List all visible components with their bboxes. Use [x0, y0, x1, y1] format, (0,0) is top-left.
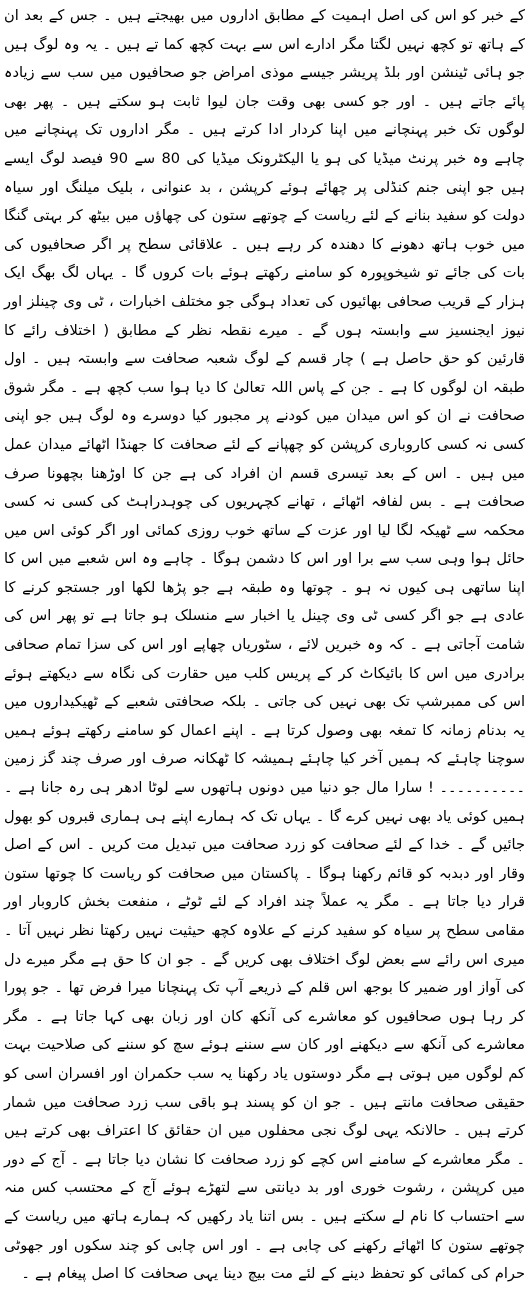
article-body-text: کے خبر کو اس کی اصل اہمیت کے مطابق اداروں میں بھیجتے ہیں ۔ جس کے بعد ان کے ہاتھ تو کچھ نہیں لگتا مگر ادارے اس سے بہت کچھ کما تے ہیں ۔ یہ وہ لوگ ہیں جو ہائی ٹینشن اور بلڈ پریشر جیسے موذی امراض جو صحافیوں میں سب سے زیادہ پائے جاتے ہیں ۔ اور جو کسی بھی وقت جان لیوا ثابت ہو سکتے ہیں ۔ پھر بھی لوگوں تک خبر پہنچانے میں اپنا کردار ادا کرتے ہیں ۔ مگر اداروں تک پہنچانے میں چاہے وہ خبر پرنٹ میڈیا کی ہو یا الیکٹرونک میڈیا کی 80 سے 90 فیصد لوگ ایسے ہیں جو اپنی جنم کنڈلی پر چھائے ہوئے کرپشن ، بد عنوانی ، بلیک میلنگ اور سیاہ دولت کو سفید بنانے کے لئے ریاست کے چوتھے ستون کی چھاؤں میں بیٹھ کر بہتی گنگا میں خوب ہاتھ دھونے کا دھندہ کر رہے ہیں ۔ علاقائی سطح پر اگر صحافیوں کی بات کی جائے تو شیخوپورہ کو سامنے رکھتے ہوئے بات کروں گا ۔ یہاں لگ بھگ ایک ہزار کے قریب صحافی بھائیوں کی تعداد ہوگی جو مختلف اخبارات ، ٹی وی چینلز اور نیوز ایجنسیز سے وابستہ ہوں گے ۔ میرے نقطہ نظر کے مطابق ( اختلاف رائے کا قارئین کو حق حاصل ہے ) چار قسم کے لوگ شعبہ صحافت سے وابستہ ہیں ۔ اول طبقہ ان لوگوں کا ہے ۔ جن کے پاس اللہ تعالیٰ کا دیا ہوا سب کچھ ہے ۔ مگر شوق صحافت نے ان کو اس میدان میں کودنے پر مجبور کیا دوسرے وہ لوگ ہیں جو اپنی کسی نہ کسی کاروباری کرپشن کو چھپانے کے لئے صحافت کا جھنڈا اٹھائے میدان عمل میں ہیں ۔ اس کے بعد تیسری قسم ان افراد کی ہے جن کا اوڑھنا بچھونا صرف صحافت ہے ۔ بس لفافہ اٹھائے ، تھانے کچہریوں کی چوہدراہٹ کی کسی نہ کسی محکمہ سے ٹھیکہ لگا لیا اور عزت کے ساتھ خوب روزی کمائی اور اگر کوئی اس میں حائل ہوا وہی سب سے برا اور اس کا دشمن ہوگا ۔ چاہے وہ اس شعبے میں اس کا اپنا ساتھی ہی کیوں نہ ہو ۔ چوتھا وہ طبقہ ہے جو پڑھا لکھا اور جستجو کرنے کا عادی ہے جو اگر کسی ٹی وی چینل یا اخبار سے منسلک ہو جاتا ہے تو پھر اس کی شامت آجاتی ہے ۔ کہ وہ خبریں لائے ، سٹوریاں چھاپے اور اس کی سزا تمام صحافی برادری میں اس کا بائیکاٹ کر کے پریس کلب میں حقارت کی نگاہ سے دیکھتے ہوئے اس کی ممبرشپ تک بھی نہیں کی جاتی ۔ بلکہ صحافتی شعبے کے ٹھیکیداروں میں یہ بدنام زمانہ کا تمغہ بھی وصول کرتا ہے ۔ اپنے اعمال کو سامنے رکھتے ہوئے ہمیں سوچنا چاہئے کہ ہمیں آخر کیا چاہئے ہمیشہ کا ٹھکانہ صرف اور صرف چند گز زمین ۔۔۔۔۔۔۔۔۔۔ ! سارا مال جو دنیا میں دونوں ہاتھوں سے لوٹا ادھر ہی رہ جانا ہے ۔ ہمیں کوئی یاد بھی نہیں کرے گا ۔ یہاں تک کہ ہمارے اپنے ہی ہماری قبروں کو بھول جائیں گے ۔ خدا کے لئے صحافت کو زرد صحافت میں تبدیل مت کریں ۔ اس کے اصل وقار اور دبدبہ کو قائم رکھنا ہوگا ۔ پاکستان میں صحافت کو ریاست کا چوتھا ستون قرار دیا جاتا ہے ۔ مگر یہ عملاً چند افراد کے لئے ٹوٹے ، منفعت بخش کاروبار اور مقامی سطح پر سیاہ کو سفید کرنے کے علاوہ کچھ حیثیت نہیں رکھتا نظر نہیں آتا ۔ میری اس رائے سے بعض لوگ اختلاف بھی کریں گے ۔ جو ان کا حق ہے مگر میرے دل کی آواز اور ضمیر کا بوجھ اس قلم کے ذریعے آپ تک پہنچانا میرا فرض تھا ۔ جو پورا کر رہا ہوں صحافیوں کو معاشرے کی آنکھ کان اور زبان بھی کہا جاتا ہے ۔ مگر معاشرے کی آنکھ سے دیکھنے اور کان سے سننے ہوئے سچ کو سننے کی صلاحیت بہت کم لوگوں میں ہوتی ہے مگر دوستوں یاد رکھنا یہ سب حکمران اور افسران اسی کو حقیقی صحافت مانتے ہیں ۔ جو ان کو پسند ہو باقی سب زرد صحافت میں شمار کرتے ہیں ۔ حالانکہ یہی لوگ نجی محفلوں میں ان حقائق کا اعتراف بھی کرتے ہیں ۔ مگر معاشرے کے سامنے اس کچے کو زرد صحافت کا نشان دیا جاتا ہے ۔ آج کے دور میں کرپشن ، رشوت خوری اور بد دیانتی سے لتھڑے ہوئے آج کے محتسب کس منہ سے احتساب کا نام لے سکتے ہیں ۔ بس اتنا یاد رکھیں کہ ہمارے ہاتھ میں ریاست کے چوتھے ستون کا اٹھائے رکھنے کی چابی ہے ۔ اور اس چابی کو چند سکوں اور جھوٹی حرام کی کمائی کو تحفظ دینے کے لئے مت بیچ دینا یہی صحافت کا اصل پیغام ہے ۔ — [4, 7, 525, 1283]
